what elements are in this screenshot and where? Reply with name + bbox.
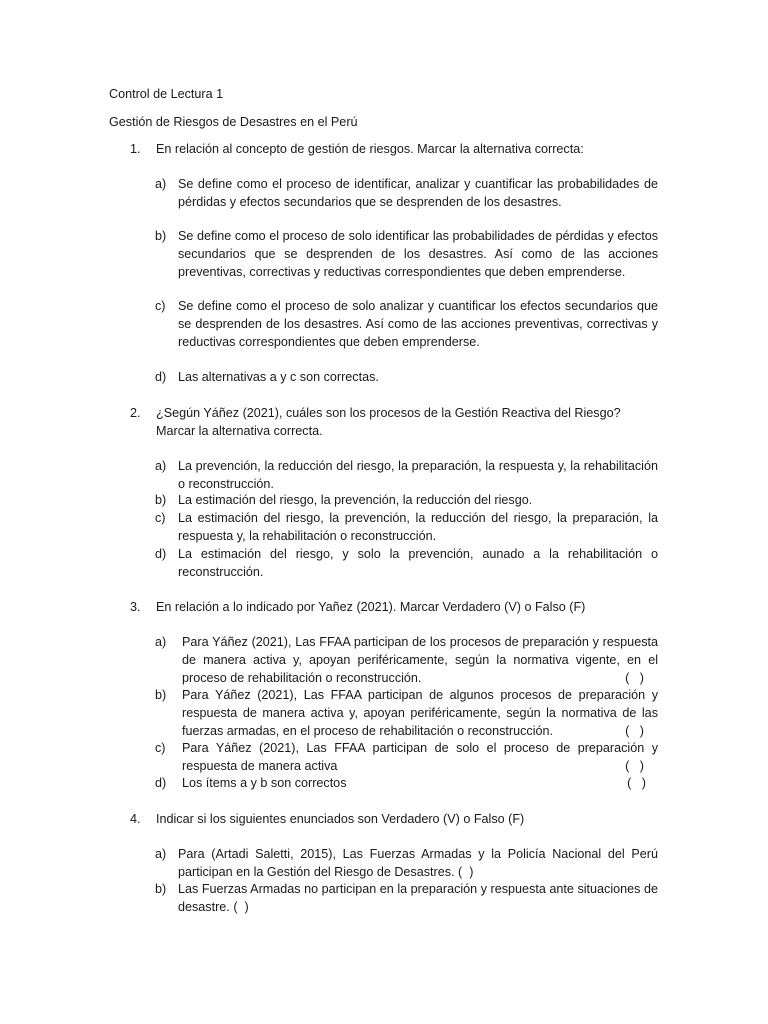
answer-blank[interactable]: ( ) [458,864,474,879]
question-2-option-c [155,510,658,546]
question-1-option-c [155,298,658,351]
option-text-body: Para (Artadi Saletti, 2015), Las Fuerzas Armadas y la Policía Nacional del Perú participan en la Gestión del Riesgo de Desastres. [178,847,658,879]
option-letter: a) [155,635,167,649]
option-letter: a) [155,459,167,473]
answer-blank[interactable]: ( ) [625,670,644,685]
option-text-body: Las Fuerzas Armadas no participan en la preparación y respuesta ante situaciones de desastre. [178,882,658,914]
option-letter: b) [155,688,167,702]
answer-blank[interactable]: ( ) [625,723,644,738]
question-4 [109,810,658,828]
option-text: La prevención, la reducción del riesgo, la preparación, la respuesta y, la rehabilitación o reconstrucción. [178,459,658,491]
option-letter: b) [155,493,167,507]
option-letter: a) [155,847,167,861]
question-number: 2. [130,406,141,420]
option-letter: a) [155,177,167,191]
answer-blank[interactable]: ( ) [625,758,644,773]
question-text: En relación a lo indicado por Yañez (2021). Marcar Verdadero (V) o Falso (F) [156,600,586,614]
question-number: 1. [130,142,141,156]
option-text: Los ítems a y b son correctos [182,776,347,790]
question-2 [109,404,658,440]
option-letter: c) [155,511,166,525]
question-4-option-b [155,881,658,917]
option-text: Para Yáñez (2021), Las FFAA participan de los procesos de preparación y respuesta de manera activa y, apoyan periféricamente, según la normativa vigente, en el proceso de rehabilitación o reconstrucción. [182,635,658,685]
option-text [178,846,658,882]
question-3 [109,598,658,616]
option-letter: d) [155,776,167,790]
option-text: La estimación del riesgo, y solo la prevención, aunado a la rehabilitación o reconstrucción. [178,547,658,579]
question-text: ¿Según Yáñez (2021), cuáles son los procesos de la Gestión Reactiva del Riesgo? Marcar la alternativa correcta. [156,406,621,438]
question-3-option-c [155,740,658,776]
question-1-option-a [155,176,658,212]
answer-blank[interactable]: ( ) [627,776,646,790]
question-number: 3. [130,600,141,614]
option-text: La estimación del riesgo, la prevención, la reducción del riesgo, la preparación, la respuesta y, la rehabilitación o reconstrucción. [178,511,658,543]
option-text: Para Yáñez (2021), Las FFAA participan de algunos procesos de preparación y respuesta de manera activa y, apoyan periféricamente, según la normativa de las fuerzas armadas, en el proceso de rehabilitación o reconstrucción. [182,688,658,738]
question-1-option-b [155,228,658,281]
answer-blank[interactable]: ( ) [233,899,249,914]
question-2-option-d [155,546,658,582]
question-text: En relación al concepto de gestión de riesgos. Marcar la alternativa correcta: [156,142,584,156]
option-letter: b) [155,882,167,896]
option-letter: c) [155,741,166,755]
option-text: Para Yáñez (2021), Las FFAA participan de solo el proceso de preparación y respuesta de manera activa [182,741,658,773]
question-1-option-d [155,369,658,387]
question-3-option-b [155,687,658,740]
question-2-option-a [155,458,658,494]
question-number: 4. [130,812,141,826]
option-letter: c) [155,299,166,313]
question-text: Indicar si los siguientes enunciados son Verdadero (V) o Falso (F) [156,812,525,826]
question-1 [109,140,658,158]
question-2-option-b [155,492,658,510]
option-text: Las alternativas a y c son correctas. [178,370,379,384]
option-text: Se define como el proceso de identificar, analizar y cuantificar las probabilidades de pérdidas y efectos secundarios que se desprenden de los desastres. [178,177,658,209]
question-3-option-d [155,775,658,793]
document-subtitle: Gestión de Riesgos de Desastres en el Perú [109,115,358,129]
option-text: Se define como el proceso de solo analizar y cuantificar los efectos secundarios que se desprenden de los desastres. Así como de las acciones preventivas, correctivas y reductivas correspondientes que deben emprenderse. [178,299,658,349]
document-title: Control de Lectura 1 [109,87,224,101]
option-letter: b) [155,229,167,243]
question-4-option-a [155,846,658,882]
option-text: Se define como el proceso de solo identificar las probabilidades de pérdidas y efectos secundarios que se desprenden de los desastres. Así como de las acciones preventivas, correctivas y reductivas correspondientes que deben emprenderse. [178,229,658,279]
question-3-option-a [155,634,658,687]
option-letter: d) [155,370,167,384]
option-letter: d) [155,547,167,561]
option-text [178,881,658,917]
option-text: La estimación del riesgo, la prevención, la reducción del riesgo. [178,493,533,507]
